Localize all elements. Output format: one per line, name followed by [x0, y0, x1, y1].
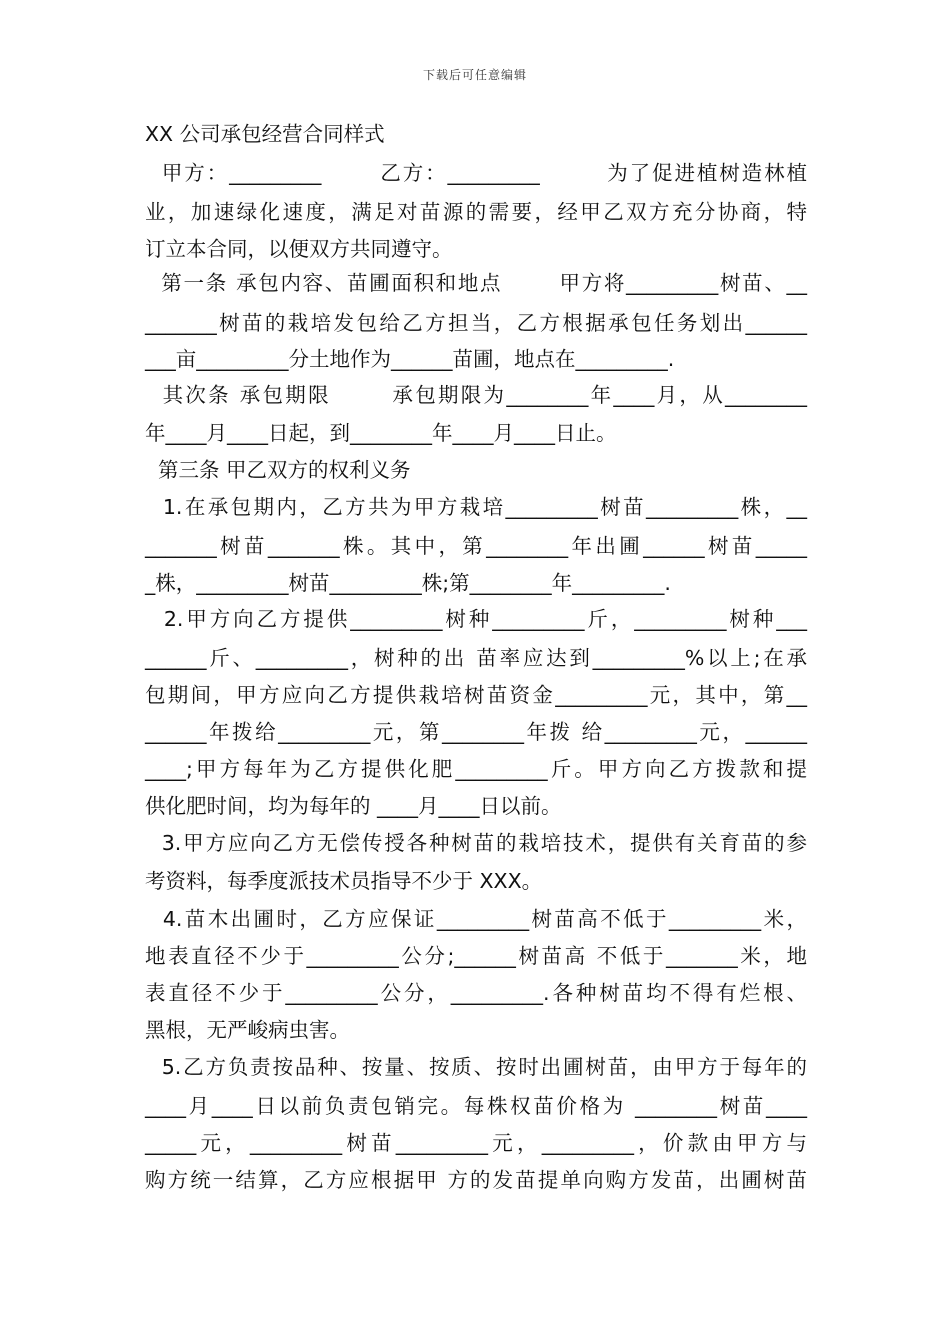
paragraph-line: 考资料，每季度派技术员指导不少于 XXX。 [145, 869, 543, 893]
paragraph-line: ____月____日以前负责包销完。每株权苗价格为 ________树苗____ [145, 1094, 807, 1118]
paragraph-line: 业，加速绿化速度，满足对苗源的需要，经甲乙双方充分协商，特 [145, 200, 807, 224]
clause-4-line: 4.苗木出圃时，乙方应保证_________树苗高不低于_________米， [145, 907, 807, 931]
paragraph-line: ____;甲方每年为乙方提供化肥_________斤。甲方向乙方拨款和提 [145, 757, 807, 781]
paragraph-line: _株，_________树苗_________株;第________年_________. [145, 571, 671, 595]
paragraph-line: ______年拨给_________元，第________年拨 给_________元，______ [145, 720, 807, 744]
paragraph-line: 甲方：_________ 乙方：_________ 为了促进植树造林植 [145, 161, 807, 185]
paragraph-line: 购方统一结算，乙方应根据甲 方的发苗提单向购方发苗，出圃树苗 [145, 1168, 807, 1192]
article-2-heading-line: 其次条 承包期限 承包期限为________年____月，从________ [145, 383, 807, 407]
paragraph-line: _____元，_________树苗_________元，_________，价款由甲方与 [145, 1131, 807, 1155]
paragraph-line: ______斤、_________，树种的出 苗率应达到_________%以上;在承 [145, 646, 807, 670]
header-note: 下载后可任意编辑 [422, 68, 527, 82]
article-3-heading: 第三条 甲乙双方的权利义务 [145, 458, 411, 482]
paragraph-line: ___亩_________分土地作为______苗圃，地点在_________. [145, 347, 675, 371]
clause-2-line: 2.甲方向乙方提供_________树种_________斤，_________树种___ [145, 607, 807, 631]
paragraph-line: 包期间，甲方应向乙方提供栽培树苗资金_________元，其中，第__ [145, 683, 807, 707]
paragraph-line: 地表直径不少于_________公分;______树苗高 不低于_______米，地 [145, 944, 807, 968]
document-title: XX 公司承包经营合同样式 [145, 122, 385, 146]
paragraph-line: _______树苗的栽培发包给乙方担当，乙方根据承包任务划出______ [145, 311, 807, 335]
paragraph-line: 供化肥时间，均为每年的 ____月____日以前。 [145, 794, 562, 818]
paragraph-line: 年____月____日起，到________年____月____日止。 [145, 421, 617, 445]
clause-1-line: 1.在承包期内，乙方共为甲方栽培_________树苗_________株，__ [145, 495, 807, 519]
paragraph-line: 订立本合同，以便双方共同遵守。 [145, 237, 453, 261]
clause-5-line: 5.乙方负责按品种、按量、按质、按时出圃树苗，由甲方于每年的 [145, 1055, 807, 1079]
clause-3-line: 3.甲方应向乙方无偿传授各种树苗的栽培技术，提供有关育苗的参 [145, 831, 807, 855]
paragraph-line: 表直径不少于_________公分，_________.各种树苗均不得有烂根、 [145, 981, 807, 1005]
article-1-heading-line: 第一条 承包内容、苗圃面积和地点 甲方将_________树苗、__ [145, 271, 807, 295]
paragraph-line: 黑根，无严峻病虫害。 [145, 1018, 350, 1042]
paragraph-line: _______树苗_______株。其中，第________年出圃______树苗_____ [145, 534, 807, 558]
